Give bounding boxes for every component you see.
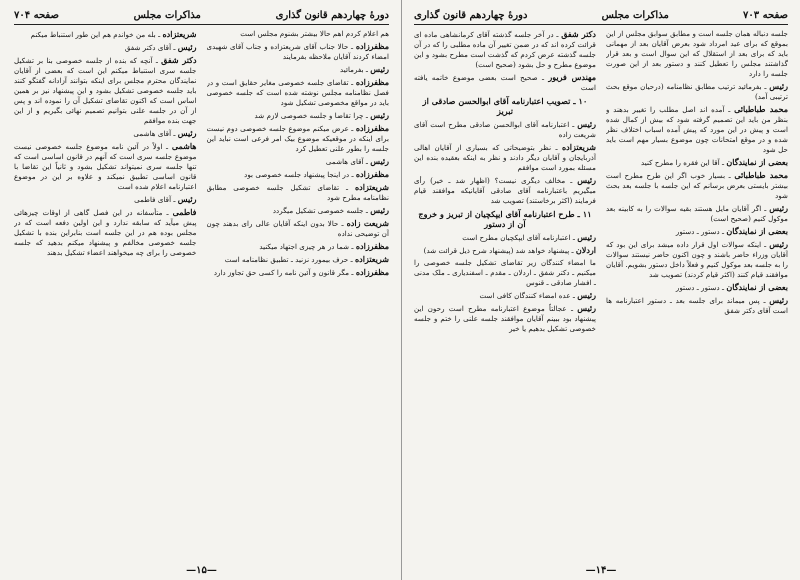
page-number: صفحه ۷۰۳ [743, 9, 788, 21]
speech-text: ـ بفرمائید [340, 65, 368, 74]
speaker-name: شریعتزاده [354, 254, 389, 264]
speaker-name: رئیس [370, 205, 389, 215]
speech-text: ـ در آخر جلسه گذشته آقای کرمانشاهی ماده ای قرائت کرده اند که در ضمن تغییر آن ماده مطلبی را که در آن جلسه گذشته عرض کردم که گذشت است مطرح بشود و این موضوع مطرح و حل بشود (صحیح است) [414, 30, 596, 69]
speaker-name: رئیس [177, 42, 197, 52]
speech-text: ـ عده امضاء کنندگان کافی است [479, 291, 575, 300]
section-heading: ۱۱ ـ طرح اعتبارنامه آقای ایپکچیان از تبریز و خروج آن از دستور [418, 209, 592, 229]
speaker-name: رئیس [577, 119, 596, 129]
speech-text: ـ مخالف دیگری نیست؟ (اظهار شد ـ خیر) رأی میگیریم باعتبارنامه آقای صادقی آقایانیکه موافقند قیام فرمایند (اکثر برخاستند) تصویب شد [414, 176, 596, 205]
speech-text: ـ حرف بیمورد نزنید ـ تطبیق نظامنامه است [224, 255, 353, 264]
speaker-name: رئیس [370, 110, 389, 120]
speech-text: ـ حالا بدون اینکه آقایان عالی رای بدهند چون آن توضیحی نداده [206, 219, 389, 238]
speech-text: ـ تقاضای جلسه خصوصی مغایر حقایق است و در فصل نظامنامه مجلس نوشته شده است که جلسه خصوصی باید در مواقع مخصوصی تشکیل شود [206, 78, 389, 107]
speech-paragraph [414, 72, 596, 93]
speaker-name: دکتر شفق [561, 29, 596, 39]
speech-paragraph [414, 290, 596, 301]
page-header [14, 8, 389, 25]
speaker-name: رئیس [577, 232, 596, 242]
text-columns [414, 29, 788, 559]
speech-text: ـ بسیار خوب اگر این طرح مطرح است بیشتر بایستی بعرض برسانم که این جلسه با جلسه بعد بحث شود [606, 171, 788, 200]
speech-text: ـ آقا این فقره را مطرح کنید [641, 158, 725, 167]
speech-paragraph [207, 267, 390, 278]
speech-text: ـ آمده اند اصل مطلب را تغییر بدهند و بنظر من باید این تصمیم گرفته شود که بیش از کمال شده است و پیش در این مورد که پیش آمده اسباب اختلاف نظر شده و در موقع امتحانات چون موضوع بسیار مهم است باید حل شود [606, 105, 788, 154]
speech-paragraph [606, 226, 788, 237]
speech-text: ـ متأسفانه در این فصل گاهی از اوقات چیزهائی پیش میآید که سابقه ندارد و این اولین دفعه است که در مجلس بوده هم در این جلسه است بنابراین بنده با تشکیل جلسه خصوصی مخالفم و پیشنهاد میکنم بدهید که جلسه خصوصی را برای چه میخواهند اعضاء تشکیل بدهند [14, 208, 197, 257]
column-right [207, 29, 390, 559]
speech-text: ـ آقای دکتر شفق [124, 43, 176, 52]
speech-paragraph [606, 282, 788, 293]
speech-text: ـ دستور ـ دستور [675, 283, 725, 292]
speaker-name: رئیس [177, 194, 197, 204]
speaker-name: بعضی از نمایندگان [726, 157, 788, 167]
speaker-name: مظفرزاده [355, 41, 389, 51]
speech-paragraph [207, 156, 390, 167]
speech-paragraph [207, 77, 390, 108]
speech-paragraph [606, 157, 788, 168]
speech-text: ـ اولاً در آئین نامه موضوع جلسه خصوصی نیست موضوع جلسه سری است که آنهم در قانون اساسی است که تنها جلسه سری نمیتواند تشکیل بشود و ثانیاً این تقاضا با قانون اساسی تطبیق نمیکند و علاوه بر این در موضوع اعتبارنامه اعلام شده است [14, 142, 197, 191]
speech-text: هم اعلام کردم اهم حالا بیشتر بشنوم مجلس است [240, 29, 389, 38]
speech-paragraph [414, 142, 596, 173]
speech-text: ـ اگر آقایان مایل هستند بقیه سوالات را به کابینه بعد موکول کنیم (صحیح است) [606, 204, 788, 223]
speech-paragraph [414, 245, 596, 256]
speaker-name: دکتر شفق [161, 55, 197, 65]
speech-text: ـ عرض میکنم موضوع جلسه خصوصی دوم نیست برای اینکه در موقعیکه موضوع بیک امر فرعی است نباید این جلسه را بطور علنی تعطیل کرد [206, 124, 389, 153]
speech-paragraph [14, 42, 197, 53]
speech-paragraph [14, 207, 197, 258]
speech-paragraph [207, 123, 390, 154]
speech-text: ـ آقای هاشمی [133, 129, 176, 138]
speech-text: ـ بفرمائید ترتیب مطابق نظامنامه (درحیان موقع بحث ترتیبی آمد) [606, 82, 788, 101]
header-session: دورهٔ چهاردهم قانون گذاری [414, 9, 528, 21]
speech-text: ـ پیشنهاد خواهد شد (پیشنهاد شرح ذیل قرائت شد) [423, 246, 574, 255]
speech-paragraph [414, 175, 596, 206]
speech-paragraph [207, 41, 390, 62]
left-page [2, 0, 401, 580]
speech-text: ـ تقاضای تشکیل جلسه خصوصی مطابق نظامنامه مطرح شود [206, 183, 389, 202]
speaker-name: مظفرزاده [355, 123, 389, 133]
speaker-name: شریعتزاده [354, 182, 389, 192]
speech-text: ـ دستور ـ دستور [675, 227, 725, 236]
speech-text: ـ در اینجا پیشنهاد جلسه خصوصی بود [244, 170, 354, 179]
speaker-name: رئیس [370, 156, 389, 166]
speech-paragraph [606, 170, 788, 201]
speech-text: ـ جلسه خصوصی تشکیل میگردد [272, 206, 368, 215]
speaker-name: رئیس [769, 203, 788, 213]
speech-paragraph [414, 232, 596, 243]
speaker-name: مهندس فریور [548, 72, 596, 82]
speaker-name: شریعت زاده [346, 218, 389, 228]
speaker-name: محمد طباطبائی [734, 170, 788, 180]
speech-text: ـ اعتبارنامه آقای ایپکچیان مطرح است [462, 233, 575, 242]
speech-text: ـ چرا تقاضا و جلسه خصوصی لازم شد [254, 111, 368, 120]
speaker-name: رئیس [577, 303, 596, 313]
speech-text: ـ نظر بتوضیحاتی که بسیاری از آقایان اهالی آذربایجان و آقایان دیگر دادند و نظر به اینکه بعقیده بنده این مسئله بمورد است موافقم [414, 143, 596, 172]
speech-text: ـ آقای فاطمی [134, 195, 176, 204]
speech-paragraph [414, 29, 596, 70]
speech-paragraph [14, 29, 197, 40]
speaker-name: شریعتزاده [162, 29, 197, 39]
speech-paragraph [606, 104, 788, 155]
speaker-name: رئیس [769, 295, 788, 305]
speaker-name: محمد طباطبائی [734, 104, 788, 114]
speaker-name: رئیس [577, 175, 596, 185]
right-page [401, 0, 800, 580]
speaker-name: اردلان [575, 245, 596, 255]
speech-paragraph [414, 258, 596, 288]
speech-paragraph [207, 241, 390, 252]
speech-paragraph [606, 295, 788, 316]
speaker-name: فاطمی [172, 207, 197, 217]
speaker-name: مظفرزاده [355, 77, 389, 87]
speech-text: ـ شما در هر چیزی اجتهاد میکنید [259, 242, 354, 251]
speaker-name: رئیس [769, 239, 788, 249]
speaker-name: مظفرزاده [355, 169, 389, 179]
column-right [606, 29, 788, 559]
header-title: مذاکرات مجلس [133, 9, 201, 21]
speaker-name: شریعتزاده [561, 142, 596, 152]
speaker-name: مظفرزاده [355, 267, 389, 277]
speech-text: ـ آقای هاشمی [325, 157, 368, 166]
speech-paragraph [414, 119, 596, 140]
speech-paragraph [207, 64, 390, 75]
speech-paragraph [14, 194, 197, 205]
speech-paragraph [606, 239, 788, 280]
speech-paragraph [14, 55, 197, 126]
speech-paragraph [606, 81, 788, 102]
header-session: دورهٔ چهاردهم قانون گذاری [275, 9, 389, 21]
column-left [414, 29, 596, 559]
speech-paragraph [207, 254, 390, 265]
speech-paragraph [14, 128, 197, 139]
speech-text: ـ مگر قانون و آئین نامه را کسی حق تجاوز دارد [213, 268, 354, 277]
speech-text: ـ بله من خواندم هم این طور استنباط میکنم [30, 30, 161, 39]
speech-paragraph [207, 29, 390, 39]
section-heading: ۱۰ ـ تصویب اعتبارنامه آقای ابوالحسن صادقی از تبریز [422, 96, 588, 116]
speech-text: ما امضاء کنندگان زیر تقاضای تشکیل جلسه خصوصی را میکنیم ـ دکتر شفق ـ اردلان ـ مقدم ـ اسفندیاری ـ ملک مدنی ـ افشار صادقی ـ قنوس [414, 258, 596, 287]
speech-text: ـ عجالتاً موضوع اعتبارنامه مطرح است رحون این پیشنهاد بود ببینم آقایان موافقند جلسه علنی را ختم و جلسه خصوصی تشکیل بدهیم یا خیر [414, 304, 596, 333]
speech-paragraph [207, 182, 390, 203]
speech-paragraph [606, 203, 788, 224]
page-header [414, 8, 788, 25]
speech-text: جلسه دنباله همان جلسه است و مطابق سوابق مجلس از این بموقع که برای عید امرداد شود بعرض آقایان بعد از مهمانی باید که برای بعد از استقلال که این سوال است و بعد قرار گذاشتند مجلس را تعطیل کنند و دستور بعد از این صورت جلسه را دارد [606, 29, 788, 78]
speech-paragraph [414, 303, 596, 334]
folio: —۱۴— [585, 565, 617, 576]
speech-paragraph [207, 205, 390, 216]
speech-text: ـ اعتبارنامه آقای ابوالحسن صادقی مطرح است آقای شریعت زاده [414, 120, 596, 139]
speaker-name: هاشمی [171, 141, 197, 151]
speaker-name: رئیس [370, 64, 389, 74]
speech-text: ـ اینکه سوالات اول قرار داده میشد برای این بود که آقایان وزراء حاضر باشند و چون اکنون حاضر نیستند سوالات را به جلسه بعد موکول کنیم و فعلاً داخل دستور بشویم. آقایان موافقند قیام کنند (اکثر قیام کردند) تصویب شد [606, 240, 788, 279]
speech-text: ـ حالا جناب آقای شریعتزاده و جناب آقای شهیدی امضاء کردند آقایان ملاحظه بفرمایند [206, 42, 389, 61]
column-left [14, 29, 197, 559]
page-number: صفحه ۷۰۴ [14, 9, 59, 21]
speaker-name: بعضی از نمایندگان [726, 282, 788, 292]
speech-paragraph [606, 29, 788, 79]
speaker-name: رئیس [577, 290, 596, 300]
speaker-name: رئیس [769, 81, 788, 91]
speech-paragraph [207, 169, 390, 180]
speaker-name: بعضی از نمایندگان [726, 226, 788, 236]
header-title: مذاکرات مجلس [601, 9, 669, 21]
text-columns [14, 29, 389, 559]
speaker-name: مظفرزاده [355, 241, 389, 251]
speech-text: ـ صحیح است بعضی موضوع خاتمه یافته است [414, 73, 596, 92]
speaker-name: رئیس [177, 128, 197, 138]
speech-text: ـ پس میماند برای جلسه بعد ـ دستور اعتبارنامه ها است آقای دکتر شفق [606, 296, 788, 315]
speech-paragraph [14, 141, 197, 192]
speech-paragraph [207, 218, 390, 239]
speech-paragraph [207, 110, 390, 121]
speech-text: ـ آنچه که بنده از جلسه خصوصی بنا بر تشکیل جلسه سری استنباط میکنم این است که بعضی از آقایان نمایندگان محترم مجلس برای اینکه بتوانند آزادانه گفتگو کنند باید جلسه خصوصی تشکیل بشود و این پیشنهاد نیز بر همین اساس است که اکنون تقاضای تشکیل آن را نموده اند و پس از آن در جلسه علنی بتوانیم تصمیم نهائی بگیریم و از این جهت بنده موافقم [14, 56, 197, 125]
folio: —۱۵— [186, 565, 217, 576]
